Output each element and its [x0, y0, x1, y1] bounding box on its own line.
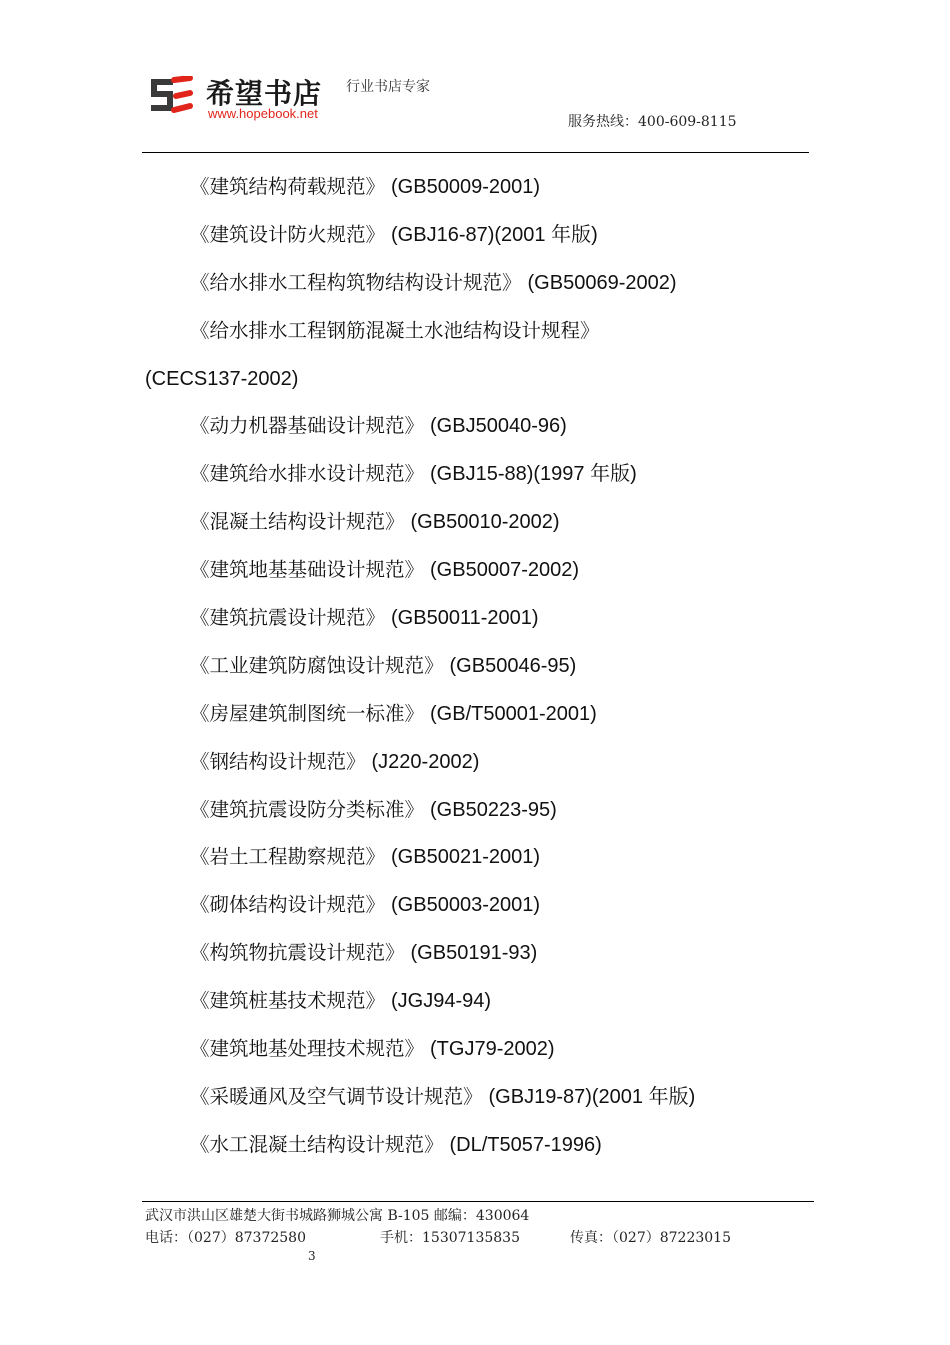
standard-title: 《给水排水工程钢筋混凝土水池结构设计规程》	[190, 318, 600, 342]
footer-fax: 传真：（027）87223015	[570, 1230, 731, 1246]
list-item	[0, 881, 950, 929]
standard-title: 《建筑桩基技术规范》	[190, 989, 386, 1013]
standard-title: 《砌体结构设计规范》	[190, 893, 386, 917]
list-item	[0, 833, 950, 881]
service-hotline: 服务热线：400-609-8115	[568, 114, 737, 130]
list-item	[0, 690, 950, 738]
standard-title: 《建筑给水排水设计规范》	[190, 462, 425, 486]
list-item	[0, 355, 950, 403]
list-item	[0, 642, 950, 690]
standard-title: 《构筑物抗震设计规范》	[190, 941, 405, 965]
standard-code: (GB50011-2001)	[391, 607, 539, 630]
standard-code: (GB/T50001-2001)	[430, 702, 597, 725]
standard-code: (GBJ50040-96)	[430, 415, 567, 438]
brand-website[interactable]: www.hopebook.net	[208, 106, 318, 121]
list-item	[0, 402, 950, 450]
footer-mobile: 手机：15307135835	[380, 1230, 520, 1246]
page-header	[0, 0, 950, 160]
standard-code: (GB50021-2001)	[391, 846, 540, 869]
standard-code: (GB50003-2001)	[391, 894, 540, 917]
list-item	[0, 1121, 950, 1169]
standards-list	[0, 163, 950, 1169]
standard-title: 《建筑设计防火规范》	[190, 222, 386, 246]
standard-code: (GB50007-2002)	[430, 559, 579, 582]
list-item	[0, 1073, 950, 1121]
standard-title: 《建筑地基基础设计规范》	[190, 558, 425, 582]
list-item	[0, 594, 950, 642]
page-number: 3	[308, 1249, 316, 1263]
list-item	[0, 498, 950, 546]
list-item	[0, 977, 950, 1025]
standard-title: 《房屋建筑制图统一标准》	[190, 701, 425, 725]
list-item	[0, 259, 950, 307]
standard-code: (GB50010-2002)	[410, 511, 560, 534]
standard-title: 《动力机器基础设计规范》	[190, 414, 425, 438]
standard-code: (GB50069-2002)	[527, 271, 677, 294]
list-item	[0, 1025, 950, 1073]
brand-name: 希望书店	[206, 77, 323, 110]
standard-title: 《建筑抗震设计规范》	[190, 606, 386, 630]
standard-code: (GBJ19-87)(2001 年版)	[488, 1085, 696, 1108]
standard-title: 《水工混凝土结构设计规范》	[190, 1132, 444, 1156]
footer-divider	[142, 1201, 814, 1202]
standard-title: 《混凝土结构设计规范》	[190, 510, 405, 534]
standard-code: (GB50009-2001)	[391, 176, 540, 198]
standard-title: 《钢结构设计规范》	[190, 749, 366, 773]
standard-code: (GB50046-95)	[449, 654, 577, 677]
standard-code: (JGJ94-94)	[391, 990, 492, 1013]
standard-code: (J220-2002)	[371, 750, 480, 773]
brand-slogan: 行业书店专家	[346, 79, 430, 95]
standard-title: 《工业建筑防腐蚀设计规范》	[190, 653, 444, 677]
list-item	[0, 786, 950, 834]
standard-code: (GB50223-95)	[430, 798, 557, 821]
standard-code: (TGJ79-2002)	[430, 1038, 555, 1061]
standard-title: 《岩土工程勘察规范》	[190, 845, 386, 869]
list-item	[0, 738, 950, 786]
standard-code: (GB50191-93)	[410, 942, 538, 965]
standard-code: (GBJ16-87)(2001 年版)	[391, 223, 598, 246]
standard-code: (DL/T5057-1996)	[449, 1133, 602, 1156]
header-divider	[142, 152, 809, 153]
standard-title: 《建筑地基处理技术规范》	[190, 1037, 425, 1061]
list-item	[0, 546, 950, 594]
hopebook-logo-icon	[150, 76, 194, 118]
list-item	[0, 450, 950, 498]
list-item	[0, 211, 950, 259]
standard-title: 《建筑结构荷载规范》	[190, 175, 386, 198]
list-item	[0, 929, 950, 977]
list-item	[0, 163, 950, 211]
standard-title: 《建筑抗震设防分类标准》	[190, 797, 425, 821]
standard-code: (CECS137-2002)	[145, 367, 299, 390]
footer-address: 武汉市洪山区雄楚大街书城路狮城公寓 B-105 邮编：430064	[145, 1208, 530, 1224]
footer-phone: 电话：（027）87372580	[145, 1230, 306, 1246]
standard-title: 《给水排水工程构筑物结构设计规范》	[190, 270, 522, 294]
standard-title: 《采暖通风及空气调节设计规范》	[190, 1084, 483, 1108]
standard-code: (GBJ15-88)(1997 年版)	[430, 463, 637, 486]
list-item	[0, 307, 950, 355]
